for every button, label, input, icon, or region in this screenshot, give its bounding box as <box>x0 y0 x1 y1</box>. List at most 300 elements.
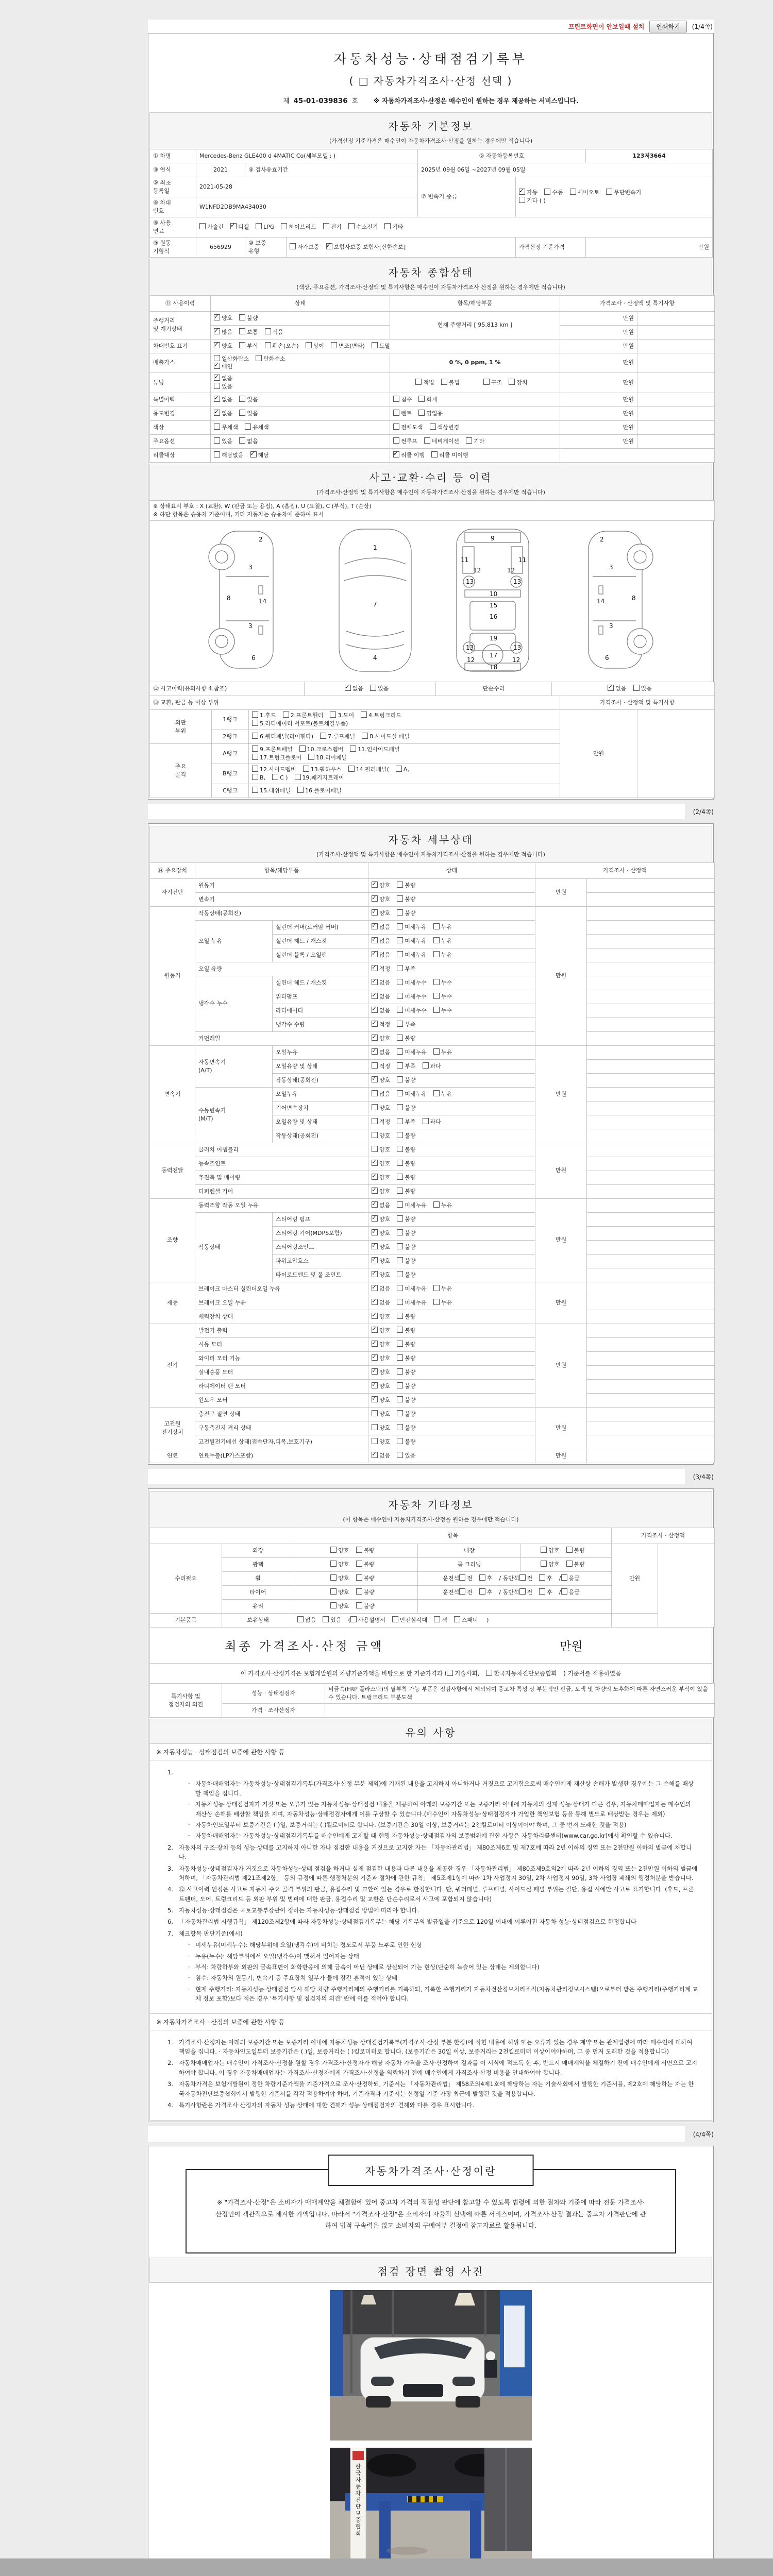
unchecked-checkbox[interactable] <box>397 1104 403 1110</box>
checked-checkbox[interactable] <box>372 1382 378 1388</box>
table-cell: 상태 <box>211 295 390 311</box>
unchecked-checkbox[interactable] <box>433 1285 440 1291</box>
unchecked-checkbox[interactable] <box>372 342 378 348</box>
unchecked-checkbox[interactable] <box>356 1561 362 1567</box>
table-cell: 항목/해당부품 <box>195 862 368 878</box>
check-option <box>230 223 249 231</box>
check-option <box>330 1602 349 1611</box>
unchecked-checkbox[interactable] <box>397 951 403 957</box>
checked-checkbox[interactable] <box>214 314 220 320</box>
checked-checkbox[interactable] <box>372 1076 378 1082</box>
unchecked-checkbox[interactable] <box>393 396 399 402</box>
check-option-label: 훼손(오손) <box>272 342 299 349</box>
unchecked-checkbox[interactable] <box>459 1574 465 1581</box>
table-cell <box>211 393 390 407</box>
unchecked-checkbox[interactable] <box>433 923 440 929</box>
unchecked-checkbox[interactable] <box>214 355 220 361</box>
unchecked-checkbox[interactable] <box>424 437 430 444</box>
unchecked-checkbox[interactable] <box>397 1382 403 1388</box>
checked-checkbox[interactable] <box>372 895 378 902</box>
section-accident-note: (가격조사·산정액 및 특기사항은 매수인이 자동차가격조사·산정을 원하는 경우에만 적습니다) <box>316 489 545 496</box>
unchecked-checkbox[interactable] <box>397 993 403 999</box>
checked-checkbox[interactable] <box>372 1160 378 1166</box>
checked-checkbox[interactable] <box>250 451 257 457</box>
section-detail-title: 자동차 세부상태 <box>388 833 474 846</box>
table-cell <box>368 1212 535 1226</box>
unchecked-checkbox[interactable] <box>434 1616 440 1622</box>
unchecked-checkbox[interactable] <box>362 733 368 739</box>
unchecked-checkbox[interactable] <box>393 410 399 416</box>
unchecked-checkbox[interactable] <box>433 937 440 943</box>
check-option-label: 한국자동차진단보증협회 <box>494 1669 557 1677</box>
unchecked-checkbox[interactable] <box>430 423 436 430</box>
unchecked-checkbox[interactable] <box>256 355 262 361</box>
unchecked-checkbox[interactable] <box>479 1574 485 1581</box>
unchecked-checkbox[interactable] <box>397 1160 403 1166</box>
check-option <box>252 733 313 741</box>
unchecked-checkbox[interactable] <box>397 1327 403 1333</box>
unchecked-checkbox[interactable] <box>483 379 490 385</box>
unchecked-checkbox[interactable] <box>541 1547 547 1553</box>
checked-checkbox[interactable] <box>372 909 378 916</box>
unchecked-checkbox[interactable] <box>245 423 251 430</box>
unchecked-checkbox[interactable] <box>372 1062 378 1069</box>
checked-checkbox[interactable] <box>372 1007 378 1013</box>
unchecked-checkbox[interactable] <box>397 1271 403 1277</box>
unchecked-checkbox[interactable] <box>361 711 367 718</box>
table-cell: 만원 <box>560 421 637 435</box>
unchecked-checkbox[interactable] <box>397 1285 403 1291</box>
svg-text:13: 13 <box>513 578 522 586</box>
unchecked-checkbox[interactable] <box>239 328 245 334</box>
document-page-4 <box>148 2146 714 2576</box>
unchecked-checkbox[interactable] <box>295 774 301 780</box>
unchecked-checkbox[interactable] <box>239 314 245 320</box>
document-page-2 <box>148 823 714 1465</box>
unchecked-checkbox[interactable] <box>433 1048 440 1055</box>
checked-checkbox[interactable] <box>214 342 220 348</box>
check-option-label: 불법 <box>448 379 460 386</box>
checked-checkbox[interactable] <box>393 451 399 457</box>
check-option-label: 불량 <box>247 314 258 321</box>
table-cell <box>249 730 560 744</box>
check-option-label: 7.루프패널 <box>328 733 356 740</box>
unchecked-checkbox[interactable] <box>372 1104 378 1110</box>
unchecked-checkbox[interactable] <box>214 383 220 389</box>
table-cell <box>587 1296 715 1310</box>
unchecked-checkbox[interactable] <box>397 1424 403 1430</box>
unchecked-checkbox[interactable] <box>392 1616 398 1622</box>
unchecked-checkbox[interactable] <box>330 1588 337 1595</box>
table-cell <box>211 339 560 353</box>
check-option-label: 미세누수 <box>405 979 427 986</box>
check-option <box>372 937 390 945</box>
unchecked-checkbox[interactable] <box>356 1547 362 1553</box>
checked-checkbox[interactable] <box>608 685 614 691</box>
unchecked-checkbox[interactable] <box>370 685 376 691</box>
check-option <box>356 1602 375 1611</box>
unchecked-checkbox[interactable] <box>372 1118 378 1124</box>
checked-checkbox[interactable] <box>519 189 525 195</box>
unchecked-checkbox[interactable] <box>397 1090 403 1096</box>
print-install-notice[interactable]: 프린트화면이 안보일때 설치 <box>568 23 645 30</box>
bottom-scroll-bar[interactable] <box>0 2558 773 2576</box>
unchecked-checkbox[interactable] <box>320 733 326 739</box>
table-cell <box>587 1198 715 1212</box>
unchecked-checkbox[interactable] <box>433 1090 440 1096</box>
checked-checkbox[interactable] <box>372 951 378 957</box>
check-option-label: 양호 <box>379 1160 391 1167</box>
check-option-label: 일산화탄소 <box>222 355 249 362</box>
checked-checkbox[interactable] <box>345 685 351 691</box>
unchecked-checkbox[interactable] <box>356 1602 362 1608</box>
check-option-label: 적정 <box>379 965 391 972</box>
unchecked-checkbox[interactable] <box>330 1547 337 1553</box>
checked-checkbox[interactable] <box>372 882 378 888</box>
unchecked-checkbox[interactable] <box>397 1035 403 1041</box>
unchecked-checkbox[interactable] <box>350 745 356 752</box>
unchecked-checkbox[interactable] <box>356 1574 362 1581</box>
unchecked-checkbox[interactable] <box>397 1062 403 1069</box>
unchecked-checkbox[interactable] <box>397 1007 403 1013</box>
unchecked-checkbox[interactable] <box>372 1424 378 1430</box>
unchecked-checkbox[interactable] <box>265 342 271 348</box>
check-option <box>397 1062 415 1071</box>
check-option-label: 누유 <box>441 1048 452 1056</box>
unchecked-checkbox[interactable] <box>331 342 337 348</box>
other-info-table <box>149 1528 715 1628</box>
checked-checkbox[interactable] <box>372 1229 378 1235</box>
unchecked-checkbox[interactable] <box>290 243 296 249</box>
unchecked-checkbox[interactable] <box>433 1201 440 1208</box>
notice-item: 4. ⑫ 사고이력 인정은 사고로 자동차 주요 골격 부위의 판금, 용접수리 및 교환이 있는 경우로 한정합니다. 단, 쿼터패널, 루프패널, 사이드실 패널 부위는 절단, 용접 시에만 사고로 표기합니다. (후드, 프론트펜더, 도어, 트렁크리드 등 외판 부위 및 범퍼에 대한 판금, 용접수리 및 교환은 단순수리로서 사고에 포함되지 않습니다) <box>167 1886 694 1903</box>
check-option <box>372 923 390 931</box>
unchecked-checkbox[interactable] <box>433 951 440 957</box>
unchecked-checkbox[interactable] <box>281 223 287 229</box>
unchecked-checkbox[interactable] <box>519 1588 526 1595</box>
unchecked-checkbox[interactable] <box>397 1229 403 1235</box>
gap-bar <box>148 804 685 819</box>
table-cell <box>368 1296 535 1310</box>
unchecked-checkbox[interactable] <box>393 437 399 444</box>
unchecked-checkbox[interactable] <box>466 437 472 444</box>
table-cell <box>249 744 560 764</box>
unchecked-checkbox[interactable] <box>397 1243 403 1249</box>
checked-checkbox[interactable] <box>372 1215 378 1222</box>
unchecked-checkbox[interactable] <box>397 909 403 916</box>
unchecked-checkbox[interactable] <box>330 1602 337 1608</box>
table-cell: 라디에이터 팬 모터 <box>195 1379 368 1393</box>
check-option-label: 무채색 <box>222 424 238 431</box>
checked-checkbox[interactable] <box>230 223 237 229</box>
checked-checkbox[interactable] <box>372 1035 378 1041</box>
unchecked-checkbox[interactable] <box>544 189 550 195</box>
unchecked-checkbox[interactable] <box>306 342 312 348</box>
unchecked-checkbox[interactable] <box>330 1574 337 1581</box>
unchecked-checkbox[interactable] <box>519 197 525 203</box>
unchecked-checkbox[interactable] <box>397 882 403 888</box>
check-option-label: 썬루프 <box>401 438 417 445</box>
unchecked-checkbox[interactable] <box>397 1146 403 1152</box>
unchecked-checkbox[interactable] <box>272 774 278 780</box>
unchecked-checkbox[interactable] <box>393 423 399 430</box>
table-cell: 외판 부위 <box>150 710 212 744</box>
check-option-label: 해당없음 <box>222 452 244 459</box>
unchecked-checkbox[interactable] <box>323 223 329 229</box>
checked-checkbox[interactable] <box>372 1396 378 1402</box>
checked-checkbox[interactable] <box>372 1354 378 1361</box>
table-cell: Mercedes-Benz GLE400 d 4MATIC Co(세부모델 : ) <box>196 149 418 163</box>
check-option <box>214 396 232 404</box>
unchecked-checkbox[interactable] <box>509 379 515 385</box>
unchecked-checkbox[interactable] <box>561 1588 567 1595</box>
checked-checkbox[interactable] <box>214 328 220 334</box>
unchecked-checkbox[interactable] <box>297 1616 304 1622</box>
check-option <box>393 437 417 446</box>
check-option <box>418 410 443 418</box>
unchecked-checkbox[interactable] <box>418 396 425 402</box>
section-other-note: (이 항목은 매수인이 자동차가격조사·산정을 원하는 경우에만 적습니다) <box>343 1516 519 1523</box>
check-option <box>214 342 232 350</box>
checked-checkbox[interactable] <box>372 937 378 943</box>
unchecked-checkbox[interactable] <box>433 1007 440 1013</box>
unchecked-checkbox[interactable] <box>397 1076 403 1082</box>
check-option-label: 전 <box>527 1588 533 1596</box>
unchecked-checkbox[interactable] <box>265 328 271 334</box>
checked-checkbox[interactable] <box>372 1048 378 1055</box>
unchecked-checkbox[interactable] <box>299 745 306 752</box>
unchecked-checkbox[interactable] <box>539 1588 545 1595</box>
table-cell: 용도변경 <box>150 407 211 421</box>
unchecked-checkbox[interactable] <box>397 1215 403 1222</box>
unchecked-checkbox[interactable] <box>433 1299 440 1305</box>
unchecked-checkbox[interactable] <box>252 754 258 760</box>
unchecked-checkbox[interactable] <box>397 1118 403 1124</box>
check-option <box>306 342 324 350</box>
unchecked-checkbox[interactable] <box>486 1670 492 1676</box>
unchecked-checkbox[interactable] <box>372 1090 378 1096</box>
checked-checkbox[interactable] <box>372 1299 378 1305</box>
unchecked-checkbox[interactable] <box>372 1438 378 1444</box>
unchecked-checkbox[interactable] <box>633 685 640 691</box>
unchecked-checkbox[interactable] <box>539 1574 545 1581</box>
unchecked-checkbox[interactable] <box>606 189 612 195</box>
unchecked-checkbox[interactable] <box>397 979 403 985</box>
unchecked-checkbox[interactable] <box>397 1313 403 1319</box>
print-button[interactable]: 인쇄하기 <box>649 21 686 32</box>
unchecked-checkbox[interactable] <box>418 410 425 416</box>
unchecked-checkbox[interactable] <box>415 379 422 385</box>
table-cell <box>587 1073 715 1087</box>
unchecked-checkbox[interactable] <box>397 1021 403 1027</box>
unchecked-checkbox[interactable] <box>252 787 258 793</box>
checked-checkbox[interactable] <box>372 1188 378 1194</box>
unchecked-checkbox[interactable] <box>214 451 220 457</box>
check-option <box>561 1588 580 1597</box>
check-option-label: 양호 <box>338 1547 349 1554</box>
unchecked-checkbox[interactable] <box>384 223 391 229</box>
unchecked-checkbox[interactable] <box>350 1616 357 1622</box>
checked-checkbox[interactable] <box>372 1327 378 1333</box>
checked-checkbox[interactable] <box>326 243 332 249</box>
unchecked-checkbox[interactable] <box>283 711 289 718</box>
unchecked-checkbox[interactable] <box>252 745 258 752</box>
unchecked-checkbox[interactable] <box>239 396 245 402</box>
checked-checkbox[interactable] <box>372 1285 378 1291</box>
check-option-label: 없음 <box>379 937 391 944</box>
check-option <box>433 993 452 1001</box>
checked-checkbox[interactable] <box>214 363 220 369</box>
table-cell <box>249 784 560 798</box>
unchecked-checkbox[interactable] <box>239 410 245 416</box>
checked-checkbox[interactable] <box>372 1313 378 1319</box>
unchecked-checkbox[interactable] <box>541 1561 547 1567</box>
unchecked-checkbox[interactable] <box>252 733 258 739</box>
checked-checkbox[interactable] <box>214 375 220 381</box>
unchecked-checkbox[interactable] <box>397 1201 403 1208</box>
unchecked-checkbox[interactable] <box>397 1132 403 1138</box>
unchecked-checkbox[interactable] <box>297 787 304 793</box>
unchecked-checkbox[interactable] <box>323 1616 329 1622</box>
unchecked-checkbox[interactable] <box>423 1118 429 1124</box>
table-cell: 실내송풍 모터 <box>195 1365 368 1379</box>
unchecked-checkbox[interactable] <box>252 774 258 780</box>
unchecked-checkbox[interactable] <box>397 1438 403 1444</box>
unchecked-checkbox[interactable] <box>397 923 403 929</box>
unchecked-checkbox[interactable] <box>397 1257 403 1263</box>
checked-checkbox[interactable] <box>372 1021 378 1027</box>
checked-checkbox[interactable] <box>372 923 378 929</box>
unchecked-checkbox[interactable] <box>431 451 438 457</box>
check-option <box>372 1243 390 1251</box>
unchecked-checkbox[interactable] <box>397 965 403 971</box>
unchecked-checkbox[interactable] <box>566 1561 573 1567</box>
unchecked-checkbox[interactable] <box>330 711 336 718</box>
table-cell: 스티어링 펌프 <box>273 1212 368 1226</box>
checked-checkbox[interactable] <box>372 1368 378 1375</box>
unchecked-checkbox[interactable] <box>199 223 206 229</box>
unchecked-checkbox[interactable] <box>348 766 355 772</box>
unchecked-checkbox[interactable] <box>397 1354 403 1361</box>
unchecked-checkbox[interactable] <box>397 1174 403 1180</box>
unchecked-checkbox[interactable] <box>561 1574 567 1581</box>
unchecked-checkbox[interactable] <box>239 342 245 348</box>
unchecked-checkbox[interactable] <box>397 937 403 943</box>
check-option <box>434 1616 447 1624</box>
unchecked-checkbox[interactable] <box>566 1547 573 1553</box>
unchecked-checkbox[interactable] <box>433 979 440 985</box>
unchecked-checkbox[interactable] <box>570 189 576 195</box>
check-option-label: 적음 <box>272 328 283 335</box>
unchecked-checkbox[interactable] <box>454 1616 460 1622</box>
unchecked-checkbox[interactable] <box>214 437 220 444</box>
table-cell <box>196 217 713 237</box>
checked-checkbox[interactable] <box>214 396 220 402</box>
unchecked-checkbox[interactable] <box>239 437 245 444</box>
checked-checkbox[interactable] <box>372 965 378 971</box>
unchecked-checkbox[interactable] <box>372 1410 378 1416</box>
unchecked-checkbox[interactable] <box>214 423 220 430</box>
unchecked-checkbox[interactable] <box>447 1670 453 1676</box>
table-cell <box>368 1254 535 1268</box>
check-option <box>372 1021 390 1029</box>
unchecked-checkbox[interactable] <box>423 1062 429 1069</box>
unchecked-checkbox[interactable] <box>396 766 402 772</box>
check-option <box>372 1299 390 1307</box>
unchecked-checkbox[interactable] <box>433 993 440 999</box>
table-cell <box>368 1157 535 1171</box>
svg-text:13: 13 <box>466 578 474 586</box>
unchecked-checkbox[interactable] <box>397 1410 403 1416</box>
unchecked-checkbox[interactable] <box>397 1299 403 1305</box>
check-option <box>397 1382 415 1391</box>
unchecked-checkbox[interactable] <box>397 1048 403 1055</box>
unchecked-checkbox[interactable] <box>441 379 447 385</box>
check-option <box>566 1547 585 1555</box>
checked-checkbox[interactable] <box>372 979 378 985</box>
checked-checkbox[interactable] <box>372 1243 378 1249</box>
checked-checkbox[interactable] <box>372 1452 378 1458</box>
unchecked-checkbox[interactable] <box>397 1188 403 1194</box>
unchecked-checkbox[interactable] <box>519 1574 526 1581</box>
check-option <box>397 1229 415 1238</box>
check-option <box>252 754 301 762</box>
unchecked-checkbox[interactable] <box>303 766 309 772</box>
checked-checkbox[interactable] <box>214 410 220 416</box>
gap-bar <box>148 2126 685 2142</box>
table-cell: 실린더 커버(로커암 커버) <box>273 920 368 934</box>
unchecked-checkbox[interactable] <box>372 1146 378 1152</box>
unchecked-checkbox[interactable] <box>397 1341 403 1347</box>
table-cell <box>368 948 535 962</box>
checked-checkbox[interactable] <box>372 1257 378 1263</box>
unchecked-checkbox[interactable] <box>356 1588 362 1595</box>
table-cell <box>368 1129 535 1143</box>
check-option <box>415 379 434 387</box>
table-cell: ① 차명 <box>150 149 196 163</box>
unchecked-checkbox[interactable] <box>397 1368 403 1375</box>
unchecked-checkbox[interactable] <box>459 1588 465 1595</box>
checked-checkbox[interactable] <box>372 1271 378 1277</box>
unchecked-checkbox[interactable] <box>252 766 258 772</box>
unchecked-checkbox[interactable] <box>372 1132 378 1138</box>
unchecked-checkbox[interactable] <box>348 223 355 229</box>
unchecked-checkbox[interactable] <box>256 223 262 229</box>
check-option <box>250 451 269 460</box>
unchecked-checkbox[interactable] <box>252 720 258 726</box>
check-option-label: 양호 <box>379 895 391 903</box>
check-option-label: 1.후드 <box>260 712 276 719</box>
check-option <box>396 766 409 774</box>
check-option <box>372 1271 390 1279</box>
checked-checkbox[interactable] <box>372 1174 378 1180</box>
table-cell: 고전원 전기장치 <box>150 1407 195 1449</box>
unchecked-checkbox[interactable] <box>397 1452 403 1458</box>
checked-checkbox[interactable] <box>372 1201 378 1208</box>
unchecked-checkbox[interactable] <box>479 1588 485 1595</box>
unchecked-checkbox[interactable] <box>397 895 403 902</box>
checked-checkbox[interactable] <box>372 993 378 999</box>
checked-checkbox[interactable] <box>372 1341 378 1347</box>
check-option-label: 침수 <box>401 396 412 403</box>
check-option-label: 9.프론트패널 <box>260 746 293 753</box>
unchecked-checkbox[interactable] <box>330 1561 337 1567</box>
unchecked-checkbox[interactable] <box>308 754 314 760</box>
table-cell: 충전구 절연 상태 <box>195 1407 368 1421</box>
document-column <box>148 20 714 2576</box>
unchecked-checkbox[interactable] <box>252 711 258 718</box>
unchecked-checkbox[interactable] <box>397 1396 403 1402</box>
